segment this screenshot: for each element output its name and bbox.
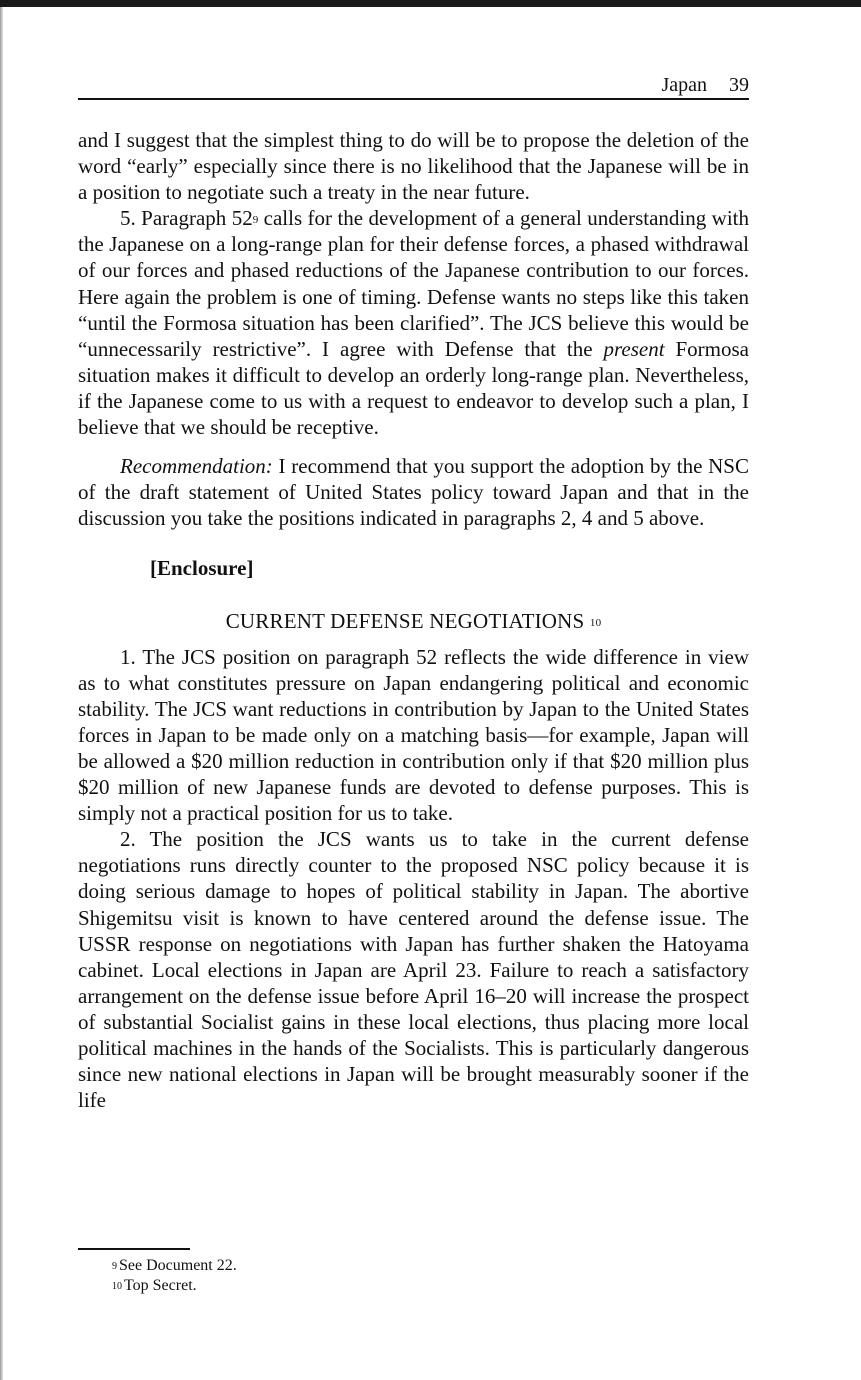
page-top-border (0, 0, 861, 7)
paragraph-continuation: and I suggest that the simplest thing to do will be to propose the deletion of the word “early” especially since there is no likelihood that the Japanese will be in a position to negotiate such a treaty in the near future. (78, 128, 749, 205)
running-title: Japan (661, 74, 707, 96)
paragraph-2-enclosure: 2. The position the JCS wants us to take in the current defense negotiations runs directly counter to the proposed NSC policy because it is doing serious damage to hopes of political stability in Japan. The abortive Shigemitsu visit is known to have centered around the defense issue. The USSR response on negotiations with Japan has further shaken the Hatoyama cabinet. Local elections in Japan are April 23. Failure to reach a satisfactory arrangement on the defense issue before April 16–20 will increase the prospect of substantial Socialist gains in these local elections, thus placing more local political machines in the hands of the Socialists. This is particularly dangerous since new national elections in Japan will be brought measurably sooner if the life (78, 827, 749, 1113)
recommendation-text: I recommend that you support the adoption by the NSC of the draft statement of United States policy toward Japan and that in the discussion you take the positions indicated in paragraphs 2, 4 and 5 above. (78, 454, 749, 531)
section-title-text: CURRENT DEFENSE NEGOTIATIONS (225, 608, 585, 633)
body-text (78, 127, 749, 1113)
footnote-text: See Document 22. (119, 1257, 237, 1274)
paragraph-5-emphasis: present (603, 336, 665, 361)
section-title (78, 608, 749, 634)
footnote-number: 10 (112, 1281, 122, 1292)
paragraph-1-enclosure: 1. The JCS position on paragraph 52 reflects the wide difference in view as to what constitutes pressure on Japan endangering political and economic stability. The JCS want reductions in contribution by Japan to the United States forces in Japan to be made only on a matching basis—for example, Japan will be allowed a $20 million reduction in contribution only if that $20 million plus $20 million of new Japanese funds are devoted to defense purposes. This is simply not a practical position for us to take. (78, 644, 749, 826)
recommendation-label: Recommendation: (120, 454, 273, 479)
paragraph-5 (78, 205, 749, 440)
footnote-ref-10: 10 (589, 616, 602, 629)
footnotes (112, 1256, 237, 1296)
paragraph-5-end: Formosa situation makes it difficult to develop an orderly long-range plan. Nevertheless, if the Japanese come to us with a request to endeavor to develop such a plan, I believe that we should be receptive. (78, 336, 749, 440)
footnote-number: 9 (112, 1261, 117, 1272)
paragraph-5-middle: calls for the development of a general understanding with the Japanese on a long-range plan for their defense forces, a phased withdrawal of our forces and phased reductions of the Japanese contribution to our forces. Here again the problem is one of timing. Defense wants no steps like this taken “until the Formosa situation has been clarified”. The JCS believe this would be “unnecessarily restrictive”. I agree with Defense that the (78, 206, 749, 361)
recommendation-paragraph (78, 453, 749, 531)
enclosure-heading: [Enclosure] (150, 556, 254, 581)
page-number: 39 (729, 74, 749, 96)
page-binding-edge (0, 7, 3, 1380)
footnote-text: Top Secret. (124, 1277, 197, 1294)
footnote-ref-9: 9 (252, 214, 259, 227)
footnote-9 (112, 1256, 237, 1276)
running-header (78, 72, 749, 100)
footnote-10 (112, 1276, 237, 1296)
paragraph-5-start: 5. Paragraph 52 (120, 206, 253, 231)
footnote-rule (78, 1248, 190, 1250)
